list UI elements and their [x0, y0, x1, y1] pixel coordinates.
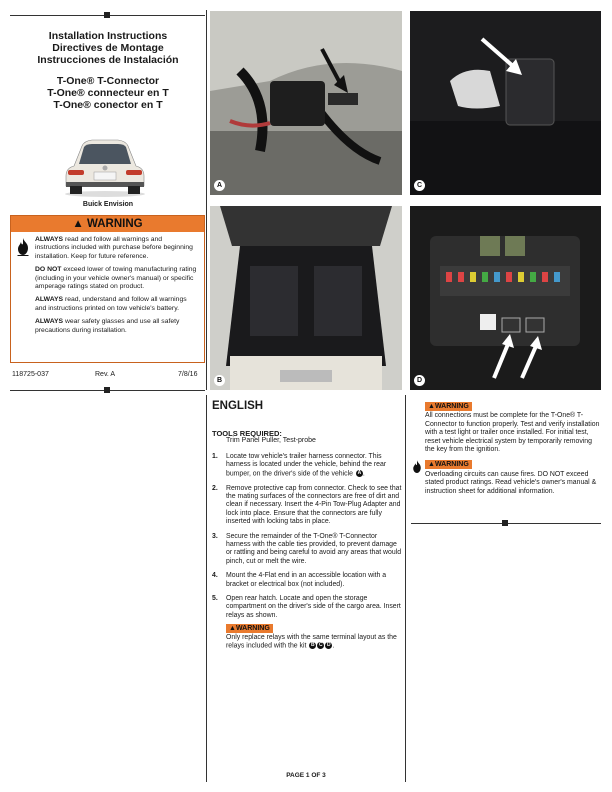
- product-fr: T-One® connecteur en T: [47, 87, 169, 99]
- photo-c: [410, 11, 601, 195]
- part-number: 118725-037: [12, 371, 49, 378]
- title-es: Instrucciones de Instalación: [37, 54, 179, 66]
- page-number: PAGE 1 OF 3: [286, 772, 326, 779]
- warning-heading: ▲ WARNING: [11, 216, 204, 232]
- ref-circle-a: A: [357, 469, 362, 476]
- step-5: 5. Open rear hatch. Locate and open the storage compartment on the driver's side of the cargo area. Insert relays as shown. ▲WARNING Only replace relays with the same terminal layout as the relays included with the kit B C D .: [212, 595, 401, 650]
- top-rule-marker: [104, 12, 110, 18]
- revision: Rev. A: [95, 371, 116, 378]
- ref-circle-d: D: [327, 642, 331, 649]
- title-fr: Directives de Montage: [52, 42, 164, 54]
- title-block: [10, 30, 206, 111]
- tools-heading: TOOLS REQUIRED:: [212, 429, 282, 438]
- photo-d-badge: D: [414, 375, 425, 386]
- warning-body: [35, 236, 198, 340]
- photo-b: [210, 206, 402, 390]
- photo-d: [410, 206, 601, 390]
- mid-rule-marker: [104, 387, 110, 393]
- steps-list: [212, 453, 402, 657]
- step-2: 2. Remove protective cap from connector. Check to see that the mating surfaces of the connectors are free of dirt and clean if necessary. Insert the 4-Pin Tow-Plug Adapter and lock into place. Ensure that the connectors are fully inserted with locking tabs in place.: [212, 484, 402, 526]
- step-1: 1. Locate tow vehicle's trailer harness connector. This harness is located under the vehicle, behind the rear bumper, on the driver's side of the vehicle A .: [212, 453, 387, 478]
- photo-a-badge: A: [214, 180, 225, 191]
- section-heading-english: ENGLISH: [212, 400, 264, 412]
- vertical-divider-lower-left: [206, 395, 207, 782]
- right-column-warnings: [425, 402, 603, 502]
- title-en: Installation Instructions: [48, 30, 168, 42]
- warning-triangle-icon: ▲: [72, 218, 87, 230]
- connection-warning-text: All connections must be complete for the T-One® T-Connector to function properly. Test and verify installation with a test light or trailer once installed. For initial test, reset vehicle electrical system by temporarily removing the key from the ignition.: [425, 412, 600, 454]
- fire-icon-small: [411, 460, 423, 474]
- photo-b-badge: B: [214, 375, 225, 386]
- step5-warning-text: Only replace relays with the same terminal layout as the relays included with the kit B C D .: [226, 633, 397, 650]
- product-es: T-One® conector en T: [53, 99, 163, 111]
- warning-box: [10, 215, 205, 363]
- warning-para-2: DO NOT exceed lower of towing manufacturing rating (including in your vehicle owner's manual) or specific amperage ratings stated on product.: [35, 266, 197, 291]
- vertical-divider-top: [206, 10, 207, 390]
- vehicle-image: [60, 130, 150, 198]
- overload-warning-text: Overloading circuits can cause fires. DO NOT exceed stated product ratings. Read vehicle's owner's manual & instruction sheet for additional information.: [425, 470, 597, 495]
- warning-para-1: ALWAYS read and follow all warnings and instructions included with purchase before beginning installation. Keep for future reference.: [35, 236, 193, 260]
- step5-warning-label: ▲WARNING: [226, 624, 273, 633]
- vehicle-caption: Buick Envision: [82, 201, 134, 208]
- product-en: T-One® T-Connector: [56, 75, 160, 87]
- document-date: 7/8/16: [178, 371, 198, 378]
- vertical-divider-lower-right: [405, 395, 406, 782]
- step-4: 4. Mount the 4-Flat end in an accessible location with a bracket or electrical box (not included).: [212, 572, 387, 588]
- connection-warning-label: ▲WARNING: [425, 402, 472, 411]
- step-3: 3. Secure the remainder of the T-One® T-Connector harness with the cable ties provided, to prevent damage or rattling and being careful to avoid any areas that would pinch, cut or melt the wire.: [212, 532, 402, 565]
- overload-warning-label: ▲WARNING: [425, 460, 472, 469]
- warning-para-4: ALWAYS wear safety glasses and use all safety precautions during installation.: [35, 318, 180, 334]
- fire-icon: [15, 238, 31, 256]
- ref-circle-c: C: [319, 642, 323, 649]
- tools-list: Trim Panel Puller, Test-probe: [226, 437, 316, 444]
- right-col-end-marker: [502, 520, 508, 526]
- photo-c-badge: C: [414, 180, 425, 191]
- photo-a: [210, 11, 402, 195]
- warning-para-3: ALWAYS read, understand and follow all warnings and instructions printed on tow vehicle's battery.: [35, 296, 187, 312]
- ref-circle-b: B: [311, 642, 315, 649]
